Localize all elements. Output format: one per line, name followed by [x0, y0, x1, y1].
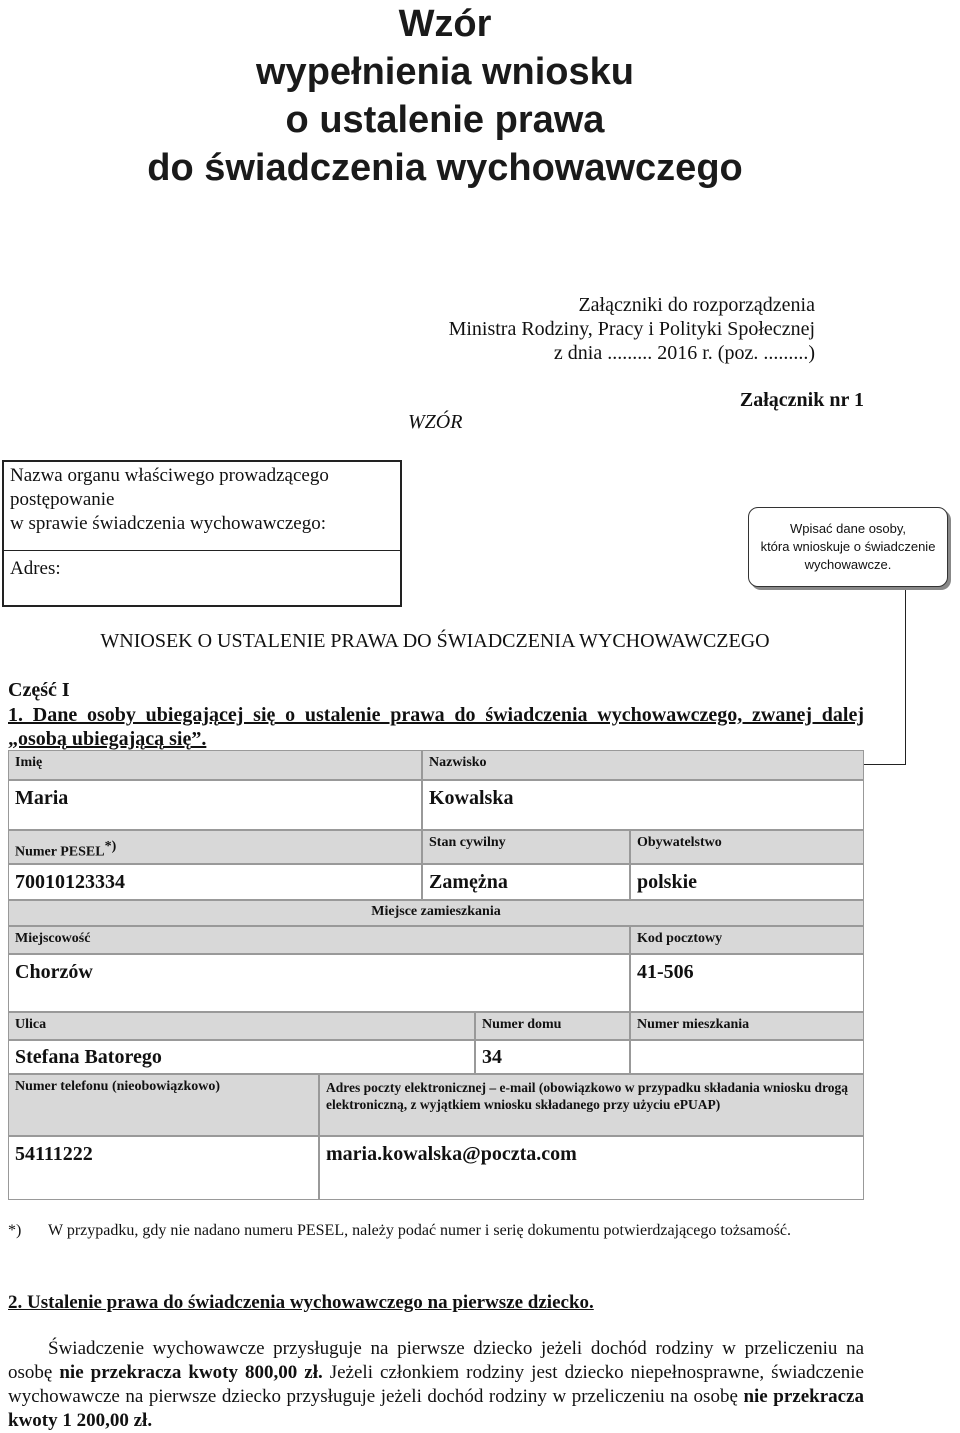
email-field[interactable]: maria.kowalska@poczta.com	[319, 1136, 864, 1200]
footnote	[8, 1222, 792, 1240]
house-number-label: Numer domu	[475, 1012, 630, 1040]
part-label: Część I	[8, 679, 70, 701]
organ-box	[2, 460, 402, 607]
address-label: Adres:	[10, 558, 61, 579]
marital-status-label: Stan cywilny	[422, 830, 630, 864]
note-line: Wpisać dane osoby,	[789, 521, 907, 536]
attachment-number: Załącznik nr 1	[739, 389, 864, 411]
document-title	[0, 0, 890, 192]
citizenship-label: Obywatelstwo	[630, 830, 864, 864]
wzor-label: WZÓR	[408, 411, 463, 433]
first-name-label: Imię	[8, 750, 422, 780]
attachment-line: Ministra Rodziny, Pracy i Polityki Społecznej	[448, 318, 815, 340]
form-title: WNIOSEK O USTALENIE PRAWA DO ŚWIADCZENIA WYCHOWAWCZEGO	[100, 630, 770, 652]
city-field[interactable]: Chorzów	[8, 954, 630, 1012]
apartment-number-label: Numer mieszkania	[630, 1012, 864, 1040]
footnote-mark: *)	[8, 1222, 22, 1239]
attachment-header	[449, 293, 815, 365]
attachment-line: z dnia ......... 2016 r. (poz. .........)	[553, 342, 815, 364]
footnote-text: W przypadku, gdy nie nadano numeru PESEL, należy podać numer i serię dokumentu potwierdzającego tożsamość.	[48, 1222, 792, 1239]
callout-connector	[905, 590, 906, 764]
title-line: o ustalenie prawa	[285, 99, 605, 141]
citizenship-field[interactable]: polskie	[630, 864, 864, 900]
first-name-field[interactable]: Maria	[8, 780, 422, 830]
phone-field[interactable]: 54111222	[8, 1136, 319, 1200]
pesel-footnote-mark: *)	[104, 839, 117, 854]
organ-label-line: w sprawie świadczenia wychowawczego:	[10, 513, 327, 534]
organ-label-line: Nazwa organu właściwego prowadzącego	[10, 465, 329, 486]
postal-code-field[interactable]: 41-506	[630, 954, 864, 1012]
paragraph-text: Jeżeli członkiem rodziny jest dziecko niepełnosprawne, świadczenie wychowawcze na pierwsze dziecko przysługuje jeżeli dochód rodziny w przeliczeniu na osobę	[8, 1362, 864, 1407]
title-line: wypełnienia wniosku	[256, 51, 634, 93]
paragraph-text: Świadczenie wychowawcze przysługuje na pierwsze dziecko jeżeli dochód rodziny w przeliczeniu na osobę	[8, 1338, 864, 1383]
paragraph-bold: nie przekracza kwoty 1 200,00 zł.	[8, 1386, 864, 1431]
note-line: wychowawcze.	[804, 557, 892, 572]
callout-note	[748, 507, 948, 587]
apartment-number-field[interactable]	[630, 1040, 864, 1074]
note-line: która wnioskuje o świadczenie	[760, 539, 936, 554]
section-1-heading: 1. Dane osoby ubiegającej się o ustalenie prawa do świadczenia wychowawczego, zwanej dalej „osobą ubiegającą się”.	[8, 704, 864, 750]
last-name-label: Nazwisko	[422, 750, 864, 780]
attachment-line: Załączniki do rozporządzenia	[578, 294, 815, 316]
phone-label: Numer telefonu (nieobowiązkowo)	[8, 1074, 319, 1136]
organ-label-line: postępowanie	[10, 489, 115, 510]
street-label: Ulica	[8, 1012, 475, 1040]
title-line: do świadczenia wychowawczego	[147, 147, 743, 189]
city-label: Miejscowość	[8, 926, 630, 954]
section-2-paragraph	[8, 1337, 864, 1433]
email-label: Adres poczty elektronicznej – e-mail (obowiązkowo w przypadku składania wniosku drogą elektroniczną, z wyjątkiem wniosku składanego przy użyciu ePUAP)	[319, 1074, 864, 1136]
last-name-field[interactable]: Kowalska	[422, 780, 864, 830]
pesel-field[interactable]: 70010123334	[8, 864, 422, 900]
street-field[interactable]: Stefana Batorego	[8, 1040, 475, 1074]
pesel-label-text: Numer PESEL	[15, 844, 105, 860]
marital-status-field[interactable]: Zamężna	[422, 864, 630, 900]
organ-label	[10, 464, 329, 536]
section-2-heading: 2. Ustalenie prawa do świadczenia wychowawczego na pierwsze dziecko.	[8, 1292, 594, 1313]
pesel-label	[8, 830, 422, 864]
paragraph-bold: nie przekracza kwoty 800,00 zł.	[59, 1362, 323, 1383]
house-number-field[interactable]: 34	[475, 1040, 630, 1074]
residence-heading: Miejsce zamieszkania	[8, 900, 864, 926]
title-line: Wzór	[398, 3, 492, 45]
postal-code-label: Kod pocztowy	[630, 926, 864, 954]
callout-connector	[864, 764, 906, 765]
divider	[4, 550, 400, 551]
